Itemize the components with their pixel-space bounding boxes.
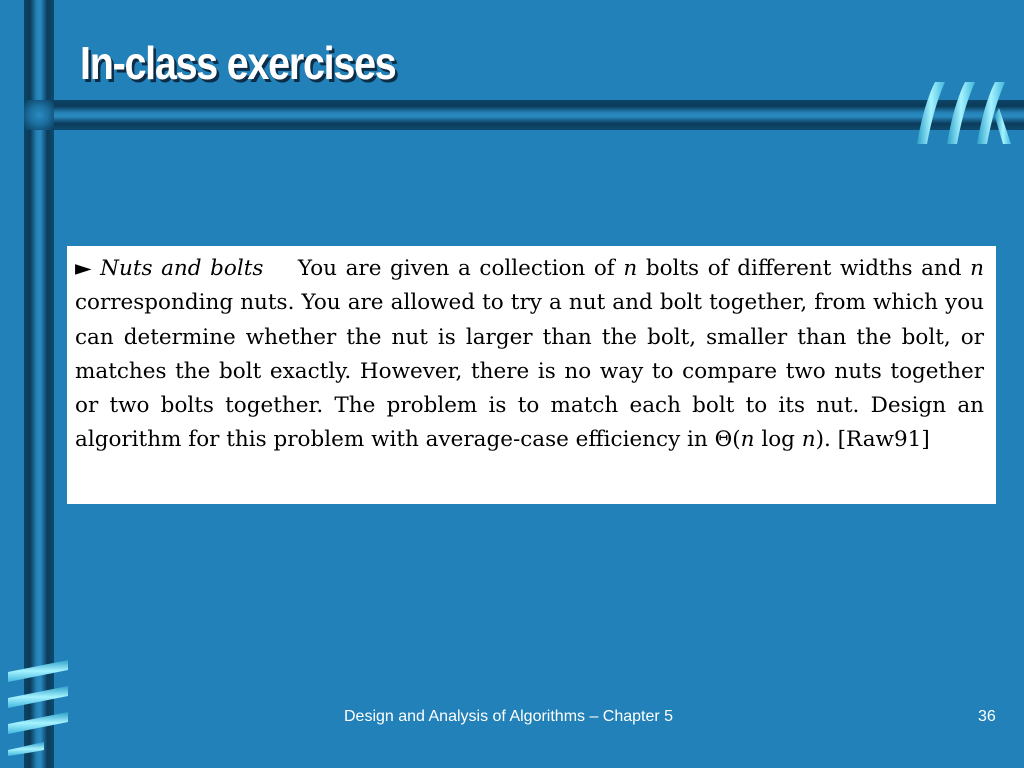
footer-title: Design and Analysis of Algorithms – Chapter 5 — [344, 708, 674, 725]
page-number: 36 — [978, 708, 996, 725]
exercise-text — [75, 252, 984, 458]
math-n: n — [623, 256, 638, 281]
rail-joint — [24, 100, 54, 130]
slide-title: In-class exercises — [80, 37, 396, 89]
math-n: n — [801, 427, 816, 453]
math-n: n — [740, 427, 755, 453]
exercise-heading: Nuts and bolts — [100, 256, 264, 281]
math-log: log — [754, 427, 802, 453]
bullet-icon: ► — [75, 256, 92, 281]
horizontal-rail — [24, 100, 1024, 130]
exercise-text-4: ). [Raw91] — [815, 427, 930, 453]
exercise-box — [67, 246, 996, 504]
exercise-text-3: corresponding nuts. You are allowed to try a nut and bolt together, from which you can determine whether the nut is larger than the bolt, smaller than the bolt, or matches the bolt exactly. However, there is no way to compare two nuts together or two bolts together. The problem is to match each bolt to its nut. Design an algorithm for this problem with average-case efficiency in Θ( — [75, 290, 984, 453]
exercise-text-1: You are given a collection of — [297, 256, 624, 281]
math-n: n — [970, 256, 985, 281]
wave-stripes-logo-icon — [4, 658, 72, 756]
exercise-text-2: bolts of different widths and — [637, 256, 971, 281]
wave-stripes-logo-icon — [915, 80, 1015, 146]
